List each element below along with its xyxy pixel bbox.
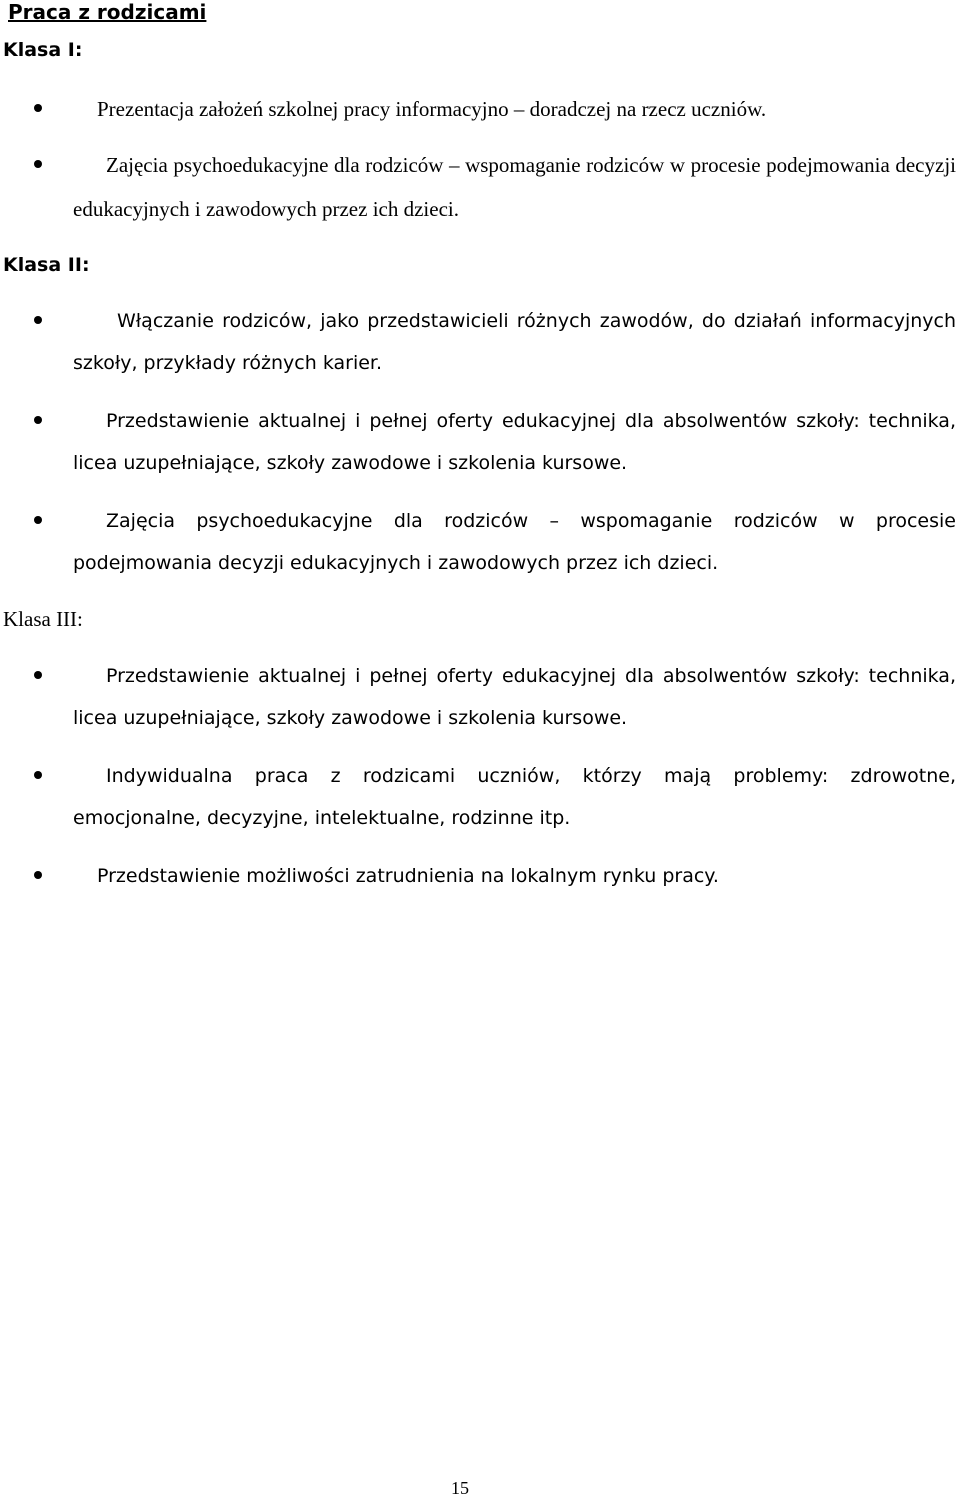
page-number: 15 (451, 1478, 469, 1498)
bullet-icon (34, 316, 42, 324)
list-item: Indywidualna praca z rodzicami uczniów, którzy mają problemy: zdrowotne, emocjonalne, decyzyjne, intelektualne, rodzinne itp. (73, 765, 956, 829)
list-item: Włączanie rodziców, jako przedstawicieli różnych zawodów, do działań informacyjnych szkoły, przykłady różnych karier. (73, 310, 956, 374)
bullet-icon (34, 516, 42, 524)
page-title: Praca z rodzicami (8, 0, 207, 24)
list-item: Zajęcia psychoedukacyjne dla rodziców – wspomaganie rodziców w procesie podejmowania decyzji edukacyjnych i zawodowych przez ich dzieci. (73, 153, 956, 221)
bullet-icon (34, 416, 42, 424)
list-item: Przedstawienie aktualnej i pełnej oferty edukacyjnej dla absolwentów szkoły: technika, licea uzupełniające, szkoły zawodowe i szkolenia kursowe. (73, 665, 956, 729)
bullet-icon (34, 104, 42, 112)
list-item: Przedstawienie aktualnej i pełnej oferty edukacyjnej dla absolwentów szkoły: technika, licea uzupełniające, szkoły zawodowe i szkolenia kursowe. (73, 410, 956, 474)
list-item: Zajęcia psychoedukacyjne dla rodziców – wspomaganie rodziców w procesie podejmowania decyzji edukacyjnych i zawodowych przez ich dzieci. (73, 510, 956, 574)
section-heading-klasa-3: Klasa III: (3, 607, 83, 631)
bullet-icon (34, 871, 42, 879)
section-heading-klasa-2: Klasa II: (3, 254, 90, 276)
bullet-icon (34, 671, 42, 679)
section-heading-klasa-1: Klasa I: (3, 39, 83, 61)
list-item: Przedstawienie możliwości zatrudnienia na lokalnym rynku pracy. (97, 865, 719, 887)
bullet-icon (34, 160, 42, 168)
list-item: Prezentacja założeń szkolnej pracy informacyjno – doradczej na rzecz uczniów. (97, 97, 767, 121)
bullet-icon (34, 771, 42, 779)
